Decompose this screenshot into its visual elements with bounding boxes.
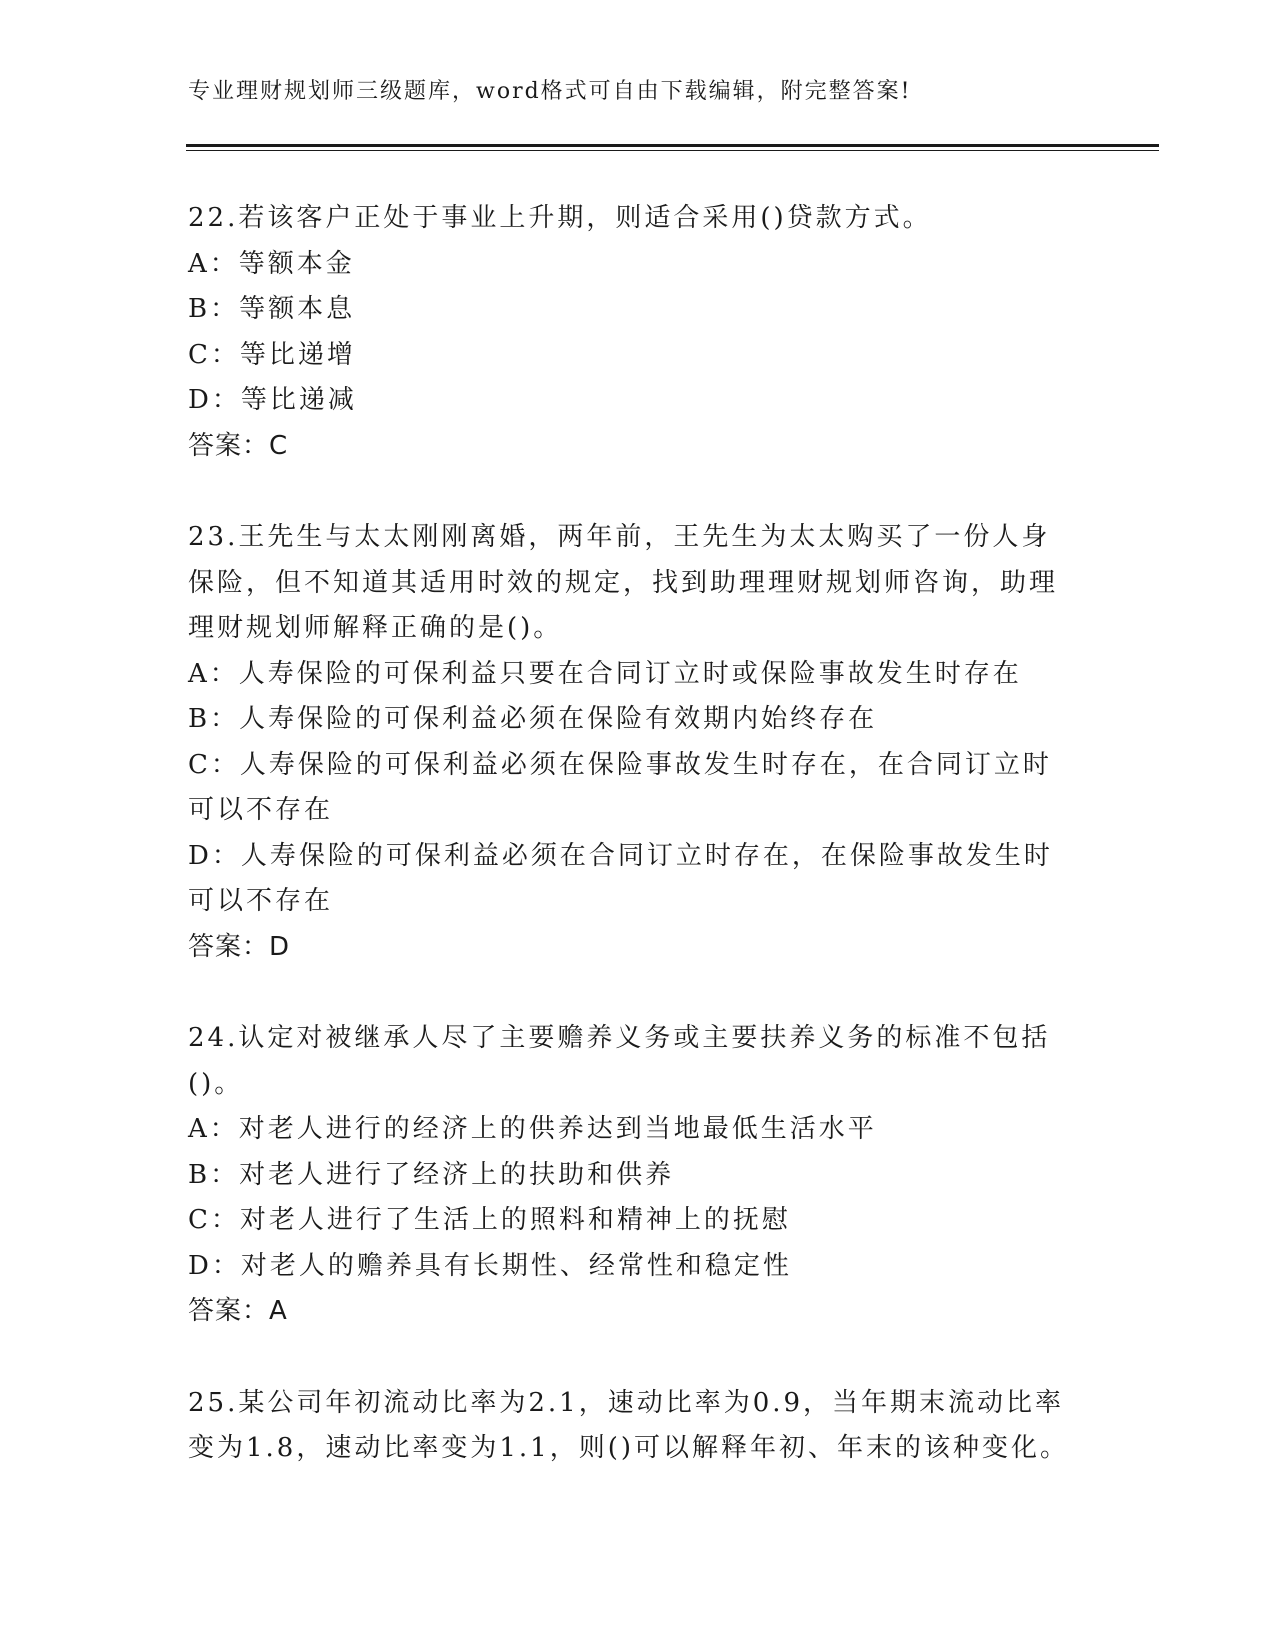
- question-stem: 24.认定对被继承人尽了主要赡养义务或主要扶养义务的标准不包括()。: [188, 1023, 1051, 1099]
- question-23: [188, 515, 1078, 970]
- question-stem: 22.若该客户正处于事业上升期，则适合采用()贷款方式。: [188, 203, 932, 233]
- option-c: C：对老人进行了生活上的照料和精神上的抚慰: [188, 1205, 791, 1235]
- option-a: A：等额本金: [188, 248, 355, 279]
- question-22: [188, 196, 1078, 469]
- question-stem: 25.某公司年初流动比率为2.1，速动比率为0.9，当年期末流动比率变为1.8，速动比率变为1.1，则()可以解释年初、年末的该种变化。: [188, 1387, 1069, 1463]
- question-list: [188, 196, 1078, 1518]
- option-b: B：等额本息: [188, 294, 356, 324]
- option-c: C：等比递增: [188, 339, 356, 370]
- answer-line: 答案：A: [188, 1296, 288, 1326]
- option-c: C：人寿保险的可保利益必须在保险事故发生时存在，在合同订立时可以不存在: [188, 749, 1052, 825]
- option-d: D：等比递减: [188, 385, 357, 415]
- question-stem: 23.王先生与太太刚刚离婚，两年前，王先生为太太购买了一份人身保险，但不知道其适用时效的规定，找到助理理财规划师咨询，助理理财规划师解释正确的是()。: [188, 522, 1059, 643]
- option-b: B：人寿保险的可保利益必须在保险有效期内始终存在: [188, 704, 878, 734]
- header-divider: [186, 144, 1159, 151]
- option-d: D：对老人的赡养具有长期性、经常性和稳定性: [188, 1250, 792, 1281]
- option-a: A：人寿保险的可保利益只要在合同订立时或保险事故发生时存在: [188, 658, 1022, 689]
- option-d: D：人寿保险的可保利益必须在合同订立时存在，在保险事故发生时可以不存在: [188, 840, 1053, 916]
- option-b: B：对老人进行了经济上的扶助和供养: [188, 1159, 675, 1190]
- option-a: A：对老人进行的经济上的供养达到当地最低生活水平: [188, 1114, 877, 1144]
- page-header: 专业理财规划师三级题库，word格式可自由下载编辑，附完整答案!: [188, 79, 912, 104]
- question-25: [188, 1381, 1078, 1472]
- answer-line: 答案：D: [188, 931, 291, 962]
- question-24: [188, 1016, 1078, 1335]
- answer-line: 答案：C: [188, 430, 289, 461]
